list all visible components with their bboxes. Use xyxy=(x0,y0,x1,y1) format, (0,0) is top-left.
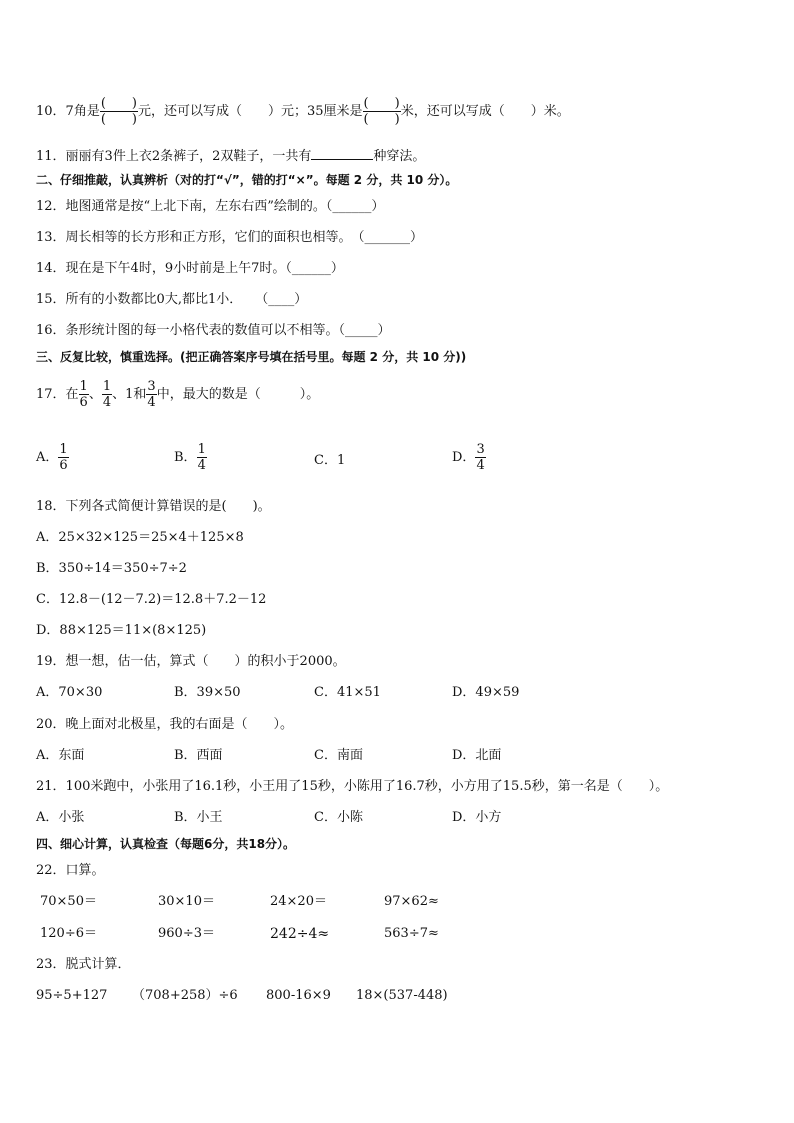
q20-option-a[interactable]: A．东面 xyxy=(36,748,85,763)
q17-text-start: 17．在 xyxy=(36,387,79,402)
q17-option-d[interactable] xyxy=(452,442,486,473)
q22-item-2: 30×10＝ xyxy=(158,894,215,909)
q23-item-4: 18×(537-448) xyxy=(356,988,448,1003)
q20-option-b[interactable]: B．西面 xyxy=(174,748,223,763)
q23-item-1: 95÷5+127 xyxy=(36,988,108,1003)
q23-item-2: （708+258）÷6 xyxy=(132,988,238,1003)
q22-item-7: 242÷4≈ xyxy=(270,926,330,942)
q22-item-1: 70×50＝ xyxy=(40,894,97,909)
q20-option-c[interactable]: C．南面 xyxy=(314,748,363,763)
q17-sep-1: 、 xyxy=(88,387,102,402)
question-11 xyxy=(36,145,425,166)
q17-fraction-1-4: $\frac{1}{4}$ xyxy=(102,379,112,410)
q22-item-8: 563÷7≈ xyxy=(384,926,439,941)
q11-text-start: 11．丽丽有3件上衣2条裤子，2双鞋子，一共有 xyxy=(36,149,312,164)
question-18: 18．下列各式简便计算错误的是( )。 xyxy=(36,499,271,514)
q19-option-b[interactable]: B．39×50 xyxy=(174,685,241,700)
section-3-heading: 三、反复比较，慎重选择。(把正确答案序号填在括号里。每题 2 分，共 10 分)) xyxy=(36,350,467,364)
q10-text-start: 10．7角是 xyxy=(36,104,100,119)
q17-sep-2: 、1和 xyxy=(112,387,147,402)
question-23: 23．脱式计算． xyxy=(36,957,131,972)
section-4-heading: 四、细心计算，认真检查（每题6分，共18分）。 xyxy=(36,837,296,851)
question-14: 14．现在是下午4时，9小时前是上午7时。（______） xyxy=(36,261,344,276)
q21-option-b[interactable]: B．小王 xyxy=(174,810,223,825)
q22-item-6: 960÷3＝ xyxy=(158,926,215,941)
q11-answer-blank[interactable] xyxy=(311,145,373,160)
q22-item-5: 120÷6＝ xyxy=(40,926,97,941)
q17-option-b-fraction: $\frac{1}{4}$ xyxy=(197,442,206,473)
q17-option-d-label: D． xyxy=(452,450,476,465)
q21-option-d[interactable]: D．小方 xyxy=(452,810,502,825)
q17-fraction-3-4: $\frac{3}{4}$ xyxy=(147,379,156,410)
question-10 xyxy=(36,96,570,127)
q19-option-c[interactable]: C．41×51 xyxy=(314,685,381,700)
question-19: 19．想一想，估一估，算式（ ）的积小于2000。 xyxy=(36,654,346,669)
q21-option-c[interactable]: C．小陈 xyxy=(314,810,363,825)
q17-text-end: 中，最大的数是（ ）。 xyxy=(156,387,320,402)
q17-option-d-fraction: $\frac{3}{4}$ xyxy=(476,442,485,473)
question-15: 15．所有的小数都比0大,都比1小． （____） xyxy=(36,292,308,307)
q18-option-b[interactable]: B．350÷14＝350÷7÷2 xyxy=(36,561,187,576)
q22-item-3: 24×20＝ xyxy=(270,894,327,909)
q18-option-a[interactable]: A．25×32×125＝25×4＋125×8 xyxy=(36,530,244,545)
question-13: 13．周长相等的长方形和正方形，它们的面积也相等。 （_______） xyxy=(36,230,424,245)
q17-option-a-fraction: $\frac{1}{6}$ xyxy=(59,442,68,473)
q17-option-a-label: A． xyxy=(36,450,59,465)
q17-option-a[interactable] xyxy=(36,442,69,473)
q23-item-3: 800-16×9 xyxy=(266,988,331,1003)
q10-fraction-1: $\frac{( )}{( )}$ xyxy=(100,96,137,127)
q20-option-d[interactable]: D．北面 xyxy=(452,748,502,763)
q11-text-end: 种穿法。 xyxy=(373,149,426,164)
question-16: 16．条形统计图的每一小格代表的数值可以不相等。（_____） xyxy=(36,323,391,338)
q19-option-d[interactable]: D．49×59 xyxy=(452,685,520,700)
q17-option-b[interactable] xyxy=(174,442,207,473)
section-2-heading: 二、仔细推敲，认真辨析（对的打“√”，错的打“×”。每题 2 分，共 10 分）。 xyxy=(36,173,458,187)
q19-option-a[interactable]: A．70×30 xyxy=(36,685,103,700)
q21-option-a[interactable]: A．小张 xyxy=(36,810,85,825)
question-12: 12．地图通常是按“上北下南，左东右西”绘制的。（______） xyxy=(36,199,385,214)
question-21: 21．100米跑中，小张用了16.1秒，小王用了15秒，小陈用了16.7秒，小方用了15.5秒，第一名是（ ）。 xyxy=(36,779,669,794)
question-20: 20．晚上面对北极星，我的右面是（ ）。 xyxy=(36,717,294,732)
q10-text-end: 米，还可以写成（ ）米。 xyxy=(400,104,570,119)
q10-fraction-2: $\frac{( )}{( )}$ xyxy=(363,96,400,127)
q17-option-c[interactable]: C．1 xyxy=(314,453,346,468)
q17-fraction-1-6: $\frac{1}{6}$ xyxy=(79,379,88,410)
question-17 xyxy=(36,379,319,410)
question-22: 22．口算。 xyxy=(36,863,105,878)
q22-item-4: 97×62≈ xyxy=(384,894,439,909)
q17-option-b-label: B． xyxy=(174,450,197,465)
q18-option-c[interactable]: C．12.8－(12－7.2)＝12.8＋7.2－12 xyxy=(36,592,267,607)
q18-option-d[interactable]: D．88×125＝11×(8×125) xyxy=(36,623,207,638)
q10-text-mid: 元，还可以写成（ ）元；35厘米是 xyxy=(137,104,363,119)
